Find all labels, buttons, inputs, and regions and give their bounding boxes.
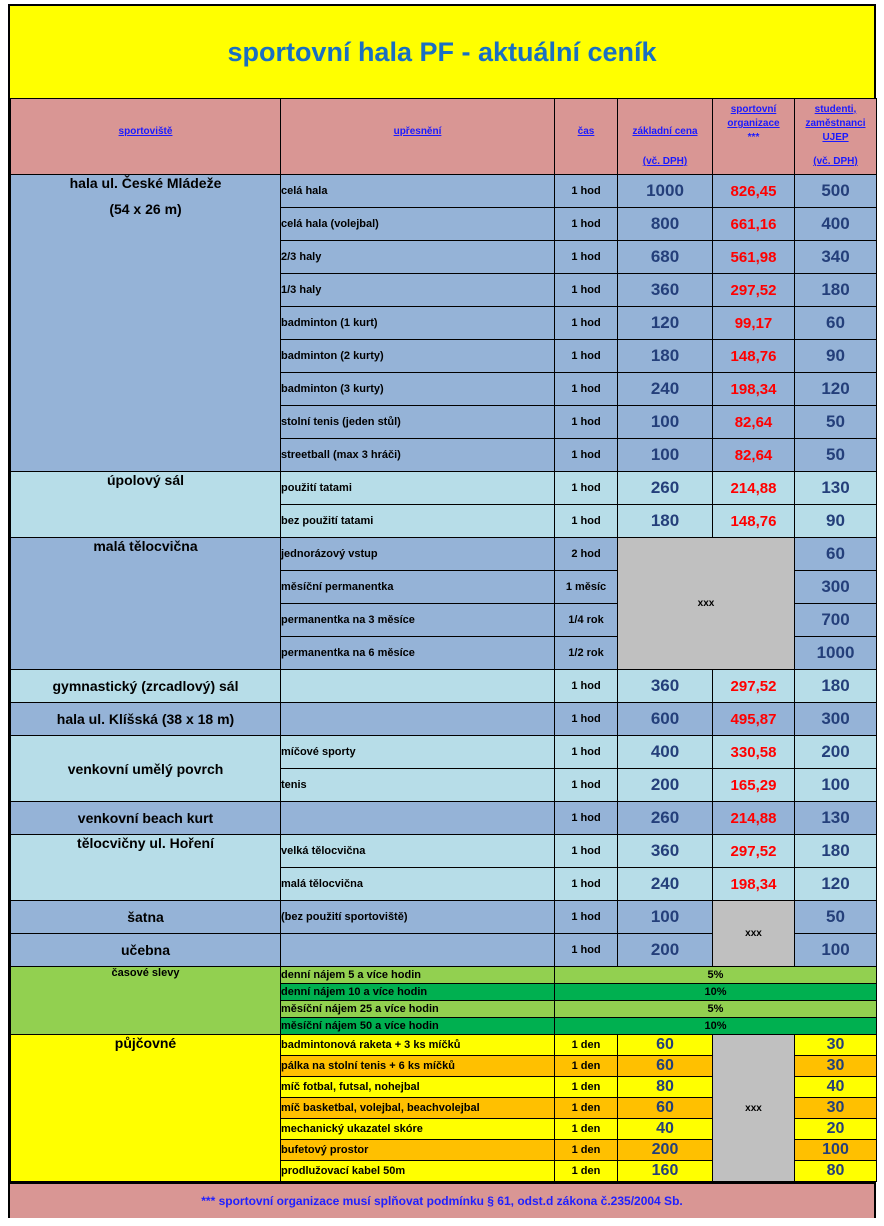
detail-cell: míčové sporty xyxy=(281,736,555,769)
table-row xyxy=(11,472,877,505)
rental-venue-cell: půjčovné xyxy=(11,1035,281,1182)
basic-price-cell: 100 xyxy=(618,406,713,439)
rental-detail: bufetový prostor xyxy=(281,1140,555,1161)
basic-price-cell: 360 xyxy=(618,835,713,868)
student-price-cell: 120 xyxy=(795,868,877,901)
detail-cell: stolní tenis (jeden stůl) xyxy=(281,406,555,439)
venue-name: malá tělocvična xyxy=(93,538,198,554)
basic-price-cell: 260 xyxy=(618,802,713,835)
time-cell: 1 hod xyxy=(555,835,618,868)
org-price-cell: 148,76 xyxy=(713,340,795,373)
student-price-cell: 300 xyxy=(795,571,877,604)
detail-cell: (bez použití sportoviště) xyxy=(281,901,555,934)
rental-detail: badmintonová raketa + 3 ks míčků xyxy=(281,1035,555,1056)
org-price-cell: 82,64 xyxy=(713,439,795,472)
org-price-cell: 165,29 xyxy=(713,769,795,802)
org-price-cell: 198,34 xyxy=(713,868,795,901)
rental-student-price: 30 xyxy=(795,1098,877,1119)
price-list-sheet xyxy=(8,4,876,1218)
discount-detail: denní nájem 10 a více hodin xyxy=(281,984,555,1001)
venue-name: učebna xyxy=(120,942,170,958)
student-price-cell: 340 xyxy=(795,241,877,274)
page-title: sportovní hala PF - aktuální ceník xyxy=(227,36,657,67)
venue-name: šatna xyxy=(127,909,164,925)
time-cell: 1 hod xyxy=(555,901,618,934)
rental-time: 1 den xyxy=(555,1119,618,1140)
basic-price-cell: 360 xyxy=(618,670,713,703)
venue-name: gymnastický (zrcadlový) sál xyxy=(52,678,239,694)
org-price-cell: 661,16 xyxy=(713,208,795,241)
footer-text: *** sportovní organizace musí splňovat podmínku § 61, odst.d zákona č.235/2004 Sb. xyxy=(201,1194,683,1208)
rental-time: 1 den xyxy=(555,1056,618,1077)
venue-cell xyxy=(11,934,281,967)
detail-cell: 1/3 haly xyxy=(281,274,555,307)
time-cell: 1 hod xyxy=(555,175,618,208)
detail-cell: badminton (2 kurty) xyxy=(281,340,555,373)
venue-cell xyxy=(11,538,281,670)
time-cell: 1/4 rok xyxy=(555,604,618,637)
detail-cell: badminton (1 kurt) xyxy=(281,307,555,340)
org-price-cell: 82,64 xyxy=(713,406,795,439)
time-cell: 1 hod xyxy=(555,373,618,406)
table-row xyxy=(11,901,877,934)
detail-cell: celá hala (volejbal) xyxy=(281,208,555,241)
time-cell: 1 hod xyxy=(555,208,618,241)
not-available-cell: xxx xyxy=(618,538,795,670)
detail-cell: měsíční permanentka xyxy=(281,571,555,604)
student-price-cell: 180 xyxy=(795,670,877,703)
header-student-price: studenti, zaměstnanci UJEP (vč. DPH) xyxy=(795,99,877,175)
org-price-cell: 297,52 xyxy=(713,274,795,307)
rental-detail: mechanický ukazatel skóre xyxy=(281,1119,555,1140)
student-price-cell: 60 xyxy=(795,307,877,340)
detail-cell xyxy=(281,670,555,703)
discount-value: 10% xyxy=(555,984,877,1001)
discount-detail: denní nájem 5 a více hodin xyxy=(281,967,555,984)
basic-price-cell: 120 xyxy=(618,307,713,340)
venue-name: venkovní beach kurt xyxy=(77,810,214,826)
time-cell: 1 hod xyxy=(555,703,618,736)
org-price-cell: 561,98 xyxy=(713,241,795,274)
table-row xyxy=(11,835,877,868)
org-price-cell: 297,52 xyxy=(713,835,795,868)
org-price-cell: 198,34 xyxy=(713,373,795,406)
venue-cell xyxy=(11,901,281,934)
detail-cell: bez použití tatami xyxy=(281,505,555,538)
detail-cell: streetball (max 3 hráči) xyxy=(281,439,555,472)
detail-cell: tenis xyxy=(281,769,555,802)
rental-basic-price: 160 xyxy=(618,1161,713,1182)
rental-basic-price: 60 xyxy=(618,1098,713,1119)
rental-detail: pálka na stolní tenis + 6 ks míčků xyxy=(281,1056,555,1077)
rental-time: 1 den xyxy=(555,1161,618,1182)
time-cell: 1/2 rok xyxy=(555,637,618,670)
rental-student-price: 80 xyxy=(795,1161,877,1182)
title-band xyxy=(10,6,874,100)
rental-row xyxy=(11,1035,877,1056)
detail-cell: permanentka na 3 měsíce xyxy=(281,604,555,637)
rental-time: 1 den xyxy=(555,1140,618,1161)
time-cell: 1 hod xyxy=(555,802,618,835)
discount-value: 5% xyxy=(555,967,877,984)
student-price-cell: 100 xyxy=(795,769,877,802)
basic-price-cell: 1000 xyxy=(618,175,713,208)
student-price-cell: 400 xyxy=(795,208,877,241)
detail-cell xyxy=(281,934,555,967)
student-price-cell: 200 xyxy=(795,736,877,769)
venue-size: (54 x 26 m) xyxy=(109,201,182,217)
student-price-cell: 60 xyxy=(795,538,877,571)
org-price-cell: 214,88 xyxy=(713,472,795,505)
venue-cell xyxy=(11,472,281,538)
time-cell: 1 hod xyxy=(555,307,618,340)
student-price-cell: 100 xyxy=(795,934,877,967)
time-cell: 1 hod xyxy=(555,670,618,703)
time-cell: 1 hod xyxy=(555,340,618,373)
basic-price-cell: 680 xyxy=(618,241,713,274)
rental-time: 1 den xyxy=(555,1035,618,1056)
basic-price-cell: 180 xyxy=(618,505,713,538)
time-cell: 1 hod xyxy=(555,241,618,274)
venue-cell xyxy=(11,703,281,736)
rental-student-price: 100 xyxy=(795,1140,877,1161)
header-basic-price: základní cena (vč. DPH) xyxy=(618,99,713,175)
basic-price-cell: 180 xyxy=(618,340,713,373)
time-cell: 1 hod xyxy=(555,274,618,307)
discount-value: 5% xyxy=(555,1001,877,1018)
rental-time: 1 den xyxy=(555,1077,618,1098)
time-cell: 1 hod xyxy=(555,934,618,967)
table-row xyxy=(11,736,877,769)
header-org-price: sportovní organizace *** xyxy=(713,99,795,175)
venue-name: úpolový sál xyxy=(106,472,185,488)
time-cell: 1 hod xyxy=(555,406,618,439)
table-row xyxy=(11,538,877,571)
rental-student-price: 30 xyxy=(795,1056,877,1077)
venue-cell xyxy=(11,175,281,472)
venue-name: tělocvičny ul. Hoření xyxy=(77,835,214,851)
rental-student-price: 20 xyxy=(795,1119,877,1140)
rental-basic-price: 200 xyxy=(618,1140,713,1161)
venue-name: venkovní umělý povrch xyxy=(67,760,224,777)
student-price-cell: 180 xyxy=(795,274,877,307)
student-price-cell: 50 xyxy=(795,901,877,934)
student-price-cell: 90 xyxy=(795,340,877,373)
org-price-cell: 826,45 xyxy=(713,175,795,208)
venue-cell xyxy=(11,835,281,901)
student-price-cell: 50 xyxy=(795,406,877,439)
discount-row xyxy=(11,967,877,984)
time-cell: 1 hod xyxy=(555,868,618,901)
header-venue: sportoviště xyxy=(11,99,281,175)
time-cell: 1 hod xyxy=(555,769,618,802)
detail-cell xyxy=(281,703,555,736)
discount-venue-cell: časové slevy xyxy=(11,967,281,1035)
time-cell: 1 hod xyxy=(555,736,618,769)
rental-student-price: 40 xyxy=(795,1077,877,1098)
table-row xyxy=(11,670,877,703)
detail-cell: 2/3 haly xyxy=(281,241,555,274)
time-cell: 2 hod xyxy=(555,538,618,571)
detail-cell: malá tělocvična xyxy=(281,868,555,901)
time-cell: 1 hod xyxy=(555,472,618,505)
table-row xyxy=(11,802,877,835)
discount-detail: měsíční nájem 50 a více hodin xyxy=(281,1018,555,1035)
detail-cell: velká tělocvična xyxy=(281,835,555,868)
time-cell: 1 hod xyxy=(555,505,618,538)
footer-note xyxy=(10,1182,874,1218)
rental-detail: prodlužovací kabel 50m xyxy=(281,1161,555,1182)
basic-price-cell: 240 xyxy=(618,868,713,901)
rental-time: 1 den xyxy=(555,1098,618,1119)
header-detail: upřesnění xyxy=(281,99,555,175)
org-price-cell: 297,52 xyxy=(713,670,795,703)
student-price-cell: 130 xyxy=(795,802,877,835)
org-price-cell: 99,17 xyxy=(713,307,795,340)
student-price-cell: 1000 xyxy=(795,637,877,670)
org-price-cell: 330,58 xyxy=(713,736,795,769)
org-price-cell: 214,88 xyxy=(713,802,795,835)
venue-cell xyxy=(11,802,281,835)
rental-basic-price: 60 xyxy=(618,1035,713,1056)
discount-detail: měsíční nájem 25 a více hodin xyxy=(281,1001,555,1018)
org-price-cell: 148,76 xyxy=(713,505,795,538)
detail-cell: celá hala xyxy=(281,175,555,208)
venue-cell xyxy=(11,670,281,703)
rental-student-price: 30 xyxy=(795,1035,877,1056)
basic-price-cell: 200 xyxy=(618,769,713,802)
price-table xyxy=(10,98,877,1182)
rental-basic-price: 80 xyxy=(618,1077,713,1098)
org-price-cell: 495,87 xyxy=(713,703,795,736)
student-price-cell: 50 xyxy=(795,439,877,472)
table-row xyxy=(11,703,877,736)
time-cell: 1 hod xyxy=(555,439,618,472)
basic-price-cell: 800 xyxy=(618,208,713,241)
rental-detail: míč basketbal, volejbal, beachvolejbal xyxy=(281,1098,555,1119)
rental-basic-price: 60 xyxy=(618,1056,713,1077)
basic-price-cell: 260 xyxy=(618,472,713,505)
basic-price-cell: 400 xyxy=(618,736,713,769)
basic-price-cell: 100 xyxy=(618,439,713,472)
not-available-cell: xxx xyxy=(713,1035,795,1182)
venue-name: hala ul. Klíšská (38 x 18 m) xyxy=(56,711,235,727)
detail-cell: permanentka na 6 měsíce xyxy=(281,637,555,670)
student-price-cell: 700 xyxy=(795,604,877,637)
detail-cell xyxy=(281,802,555,835)
basic-price-cell: 200 xyxy=(618,934,713,967)
table-row xyxy=(11,175,877,208)
student-price-cell: 500 xyxy=(795,175,877,208)
detail-cell: použití tatami xyxy=(281,472,555,505)
student-price-cell: 130 xyxy=(795,472,877,505)
student-price-cell: 180 xyxy=(795,835,877,868)
discount-value: 10% xyxy=(555,1018,877,1035)
not-available-cell: xxx xyxy=(713,901,795,967)
venue-cell xyxy=(11,736,281,802)
time-cell: 1 měsíc xyxy=(555,571,618,604)
rental-detail: míč fotbal, futsal, nohejbal xyxy=(281,1077,555,1098)
basic-price-cell: 240 xyxy=(618,373,713,406)
header-time: čas xyxy=(555,99,618,175)
student-price-cell: 90 xyxy=(795,505,877,538)
detail-cell: jednorázový vstup xyxy=(281,538,555,571)
basic-price-cell: 100 xyxy=(618,901,713,934)
detail-cell: badminton (3 kurty) xyxy=(281,373,555,406)
student-price-cell: 120 xyxy=(795,373,877,406)
rental-basic-price: 40 xyxy=(618,1119,713,1140)
basic-price-cell: 360 xyxy=(618,274,713,307)
basic-price-cell: 600 xyxy=(618,703,713,736)
student-price-cell: 300 xyxy=(795,703,877,736)
venue-name: hala ul. České Mládeže xyxy=(69,175,222,191)
